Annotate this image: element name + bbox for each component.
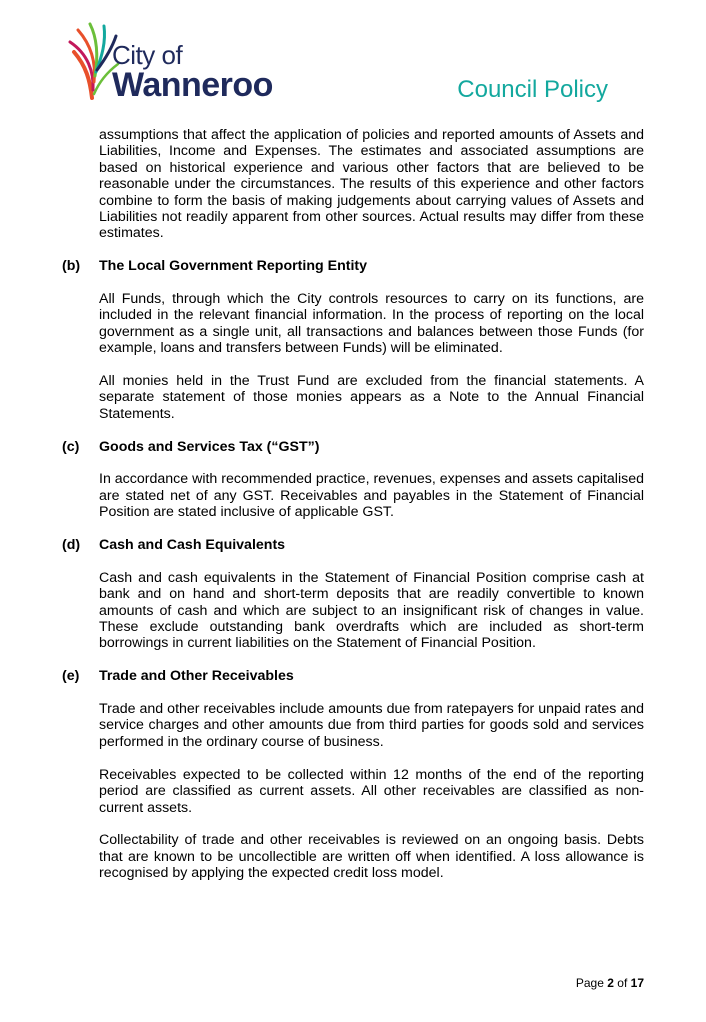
- section-number: (e): [62, 668, 80, 685]
- section-paragraph: All monies held in the Trust Fund are excluded from the financial statements. A separate statement of those monies appears as a Note to the Annual Financial Statements.: [99, 373, 644, 422]
- section-paragraph: Collectability of trade and other receivables is reviewed on an ongoing basis. Debts that are known to be uncollectible are written off when identified. A loss allowance is recognised by applying the expected credit loss model.: [99, 832, 644, 882]
- page-number: 2: [607, 976, 614, 990]
- section-paragraph: Cash and cash equivalents in the Statement of Financial Position comprise cash at bank and on hand and short-term deposits that are readily convertible to known amounts of cash and which are subject to an insignificant risk of changes in value. These exclude outstanding bank overdrafts which are included as short-term borrowings in current liabilities on the Statement of Financial Position.: [99, 569, 644, 652]
- section-b: [62, 258, 644, 422]
- page-word: Page: [575, 976, 604, 990]
- section-title: Trade and Other Receivables: [99, 668, 294, 685]
- section-e: [62, 668, 644, 881]
- section-number: (b): [62, 258, 81, 275]
- page-footer: [576, 976, 644, 990]
- section-paragraph: All Funds, through which the City controls resources to carry on its functions, are included in the relevant financial information. In the process of reporting on the local government as a single unit, all transactions and balances between those Funds (for example, loans and transfers between Funds) will be eliminated.: [99, 291, 644, 357]
- section-heading: [62, 439, 644, 455]
- section-c: [62, 439, 644, 521]
- section-d: [62, 537, 644, 652]
- section-number: (d): [62, 537, 81, 554]
- logo-city-of: City of: [112, 40, 183, 70]
- city-logo: [64, 20, 294, 102]
- section-heading: [62, 668, 644, 684]
- logo-wanneroo: Wanneroo: [112, 66, 273, 104]
- policy-body: [62, 127, 644, 898]
- intro-paragraph: assumptions that affect the application of policies and reported amounts of Assets and Liabilities, Income and Expenses. The estimates and associated assumptions are based on historical experience and various other factors that are believed to be reasonable under the circumstances. The results of this experience and other factors combine to form the basis of making judgements about carrying values of Assets and Liabilities not readily apparent from other sources. Actual results may differ from these estimates.: [99, 127, 644, 242]
- of-word: of: [617, 976, 628, 990]
- section-heading: [62, 258, 644, 274]
- section-paragraph: In accordance with recommended practice, revenues, expenses and assets capitalised are stated net of any GST. Receivables and payables in the Statement of Financial Position are stated inclusive of applicable GST.: [99, 471, 644, 521]
- section-title: Goods and Services Tax (“GST”): [99, 438, 320, 455]
- page-total: 17: [630, 976, 644, 990]
- section-heading: [62, 537, 644, 553]
- document-type-title: Council Policy: [457, 76, 608, 103]
- section-paragraph: Receivables expected to be collected within 12 months of the end of the reporting period are classified as current assets. All other receivables are classified as non-current assets.: [99, 766, 644, 816]
- section-title: Cash and Cash Equivalents: [99, 537, 286, 554]
- section-paragraph: Trade and other receivables include amounts due from ratepayers for unpaid rates and service charges and other amounts due from third parties for goods sold and services performed in the ordinary course of business.: [99, 701, 644, 750]
- section-title: The Local Government Reporting Entity: [99, 258, 368, 275]
- section-number: (c): [62, 438, 80, 455]
